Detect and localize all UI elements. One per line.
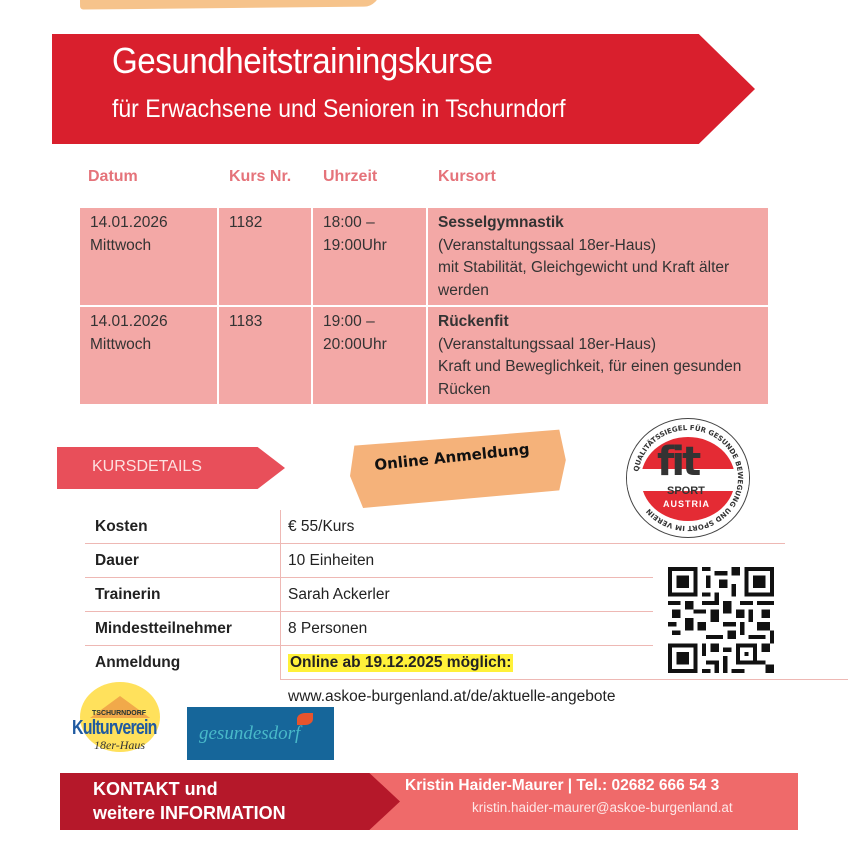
course-venue: (Veranstaltungssaal 18er-Haus) — [438, 335, 656, 353]
logo-text: gesundesdorf — [199, 723, 301, 744]
online-registration-label[interactable]: Online Anmeldung — [373, 439, 531, 475]
registration-highlight: Online ab 19.12.2025 möglich: — [290, 654, 512, 671]
column-header-course-no: Kurs Nr. — [229, 168, 292, 185]
detail-value — [280, 646, 513, 680]
weekday-text: Mittwoch — [90, 236, 152, 254]
time-end: 20:00Uhr — [323, 335, 387, 353]
column-header-location: Kursort — [438, 168, 496, 185]
cell-date — [80, 208, 217, 305]
detail-label: Kosten — [95, 518, 148, 535]
time-end: 19:00Uhr — [323, 236, 387, 254]
course-table — [80, 208, 768, 406]
detail-label: Anmeldung — [95, 654, 181, 671]
logo-sub-text: 18er-Haus — [94, 738, 146, 752]
course-name: Rückenfit — [438, 313, 509, 330]
cell-time — [313, 307, 426, 404]
time-start: 18:00 – — [323, 214, 375, 231]
date-text: 14.01.2026 — [90, 214, 168, 231]
detail-label: Trainerin — [95, 586, 161, 603]
logo-town-text: TSCHURNDORF — [92, 710, 147, 717]
column-header-time: Uhrzeit — [323, 168, 378, 185]
kulturverein-logo — [70, 682, 166, 754]
page-subtitle: für Erwachsene und Senioren in Tschurndorf — [112, 95, 566, 123]
contact-heading-line2: weitere INFORMATION — [93, 803, 286, 823]
course-description: mit Stabilität, Gleichgewicht und Kraft älter werden — [438, 259, 730, 299]
contact-heading-line1: KONTAKT und — [93, 779, 218, 799]
course-venue: (Veranstaltungssaal 18er-Haus) — [438, 236, 656, 254]
course-description: Kraft und Beweglichkeit, für einen gesunden Rücken — [438, 358, 742, 398]
detail-value: 8 Personen — [280, 612, 367, 646]
cell-date — [80, 307, 217, 404]
svg-text:QUALITÄTSSIEGEL FÜR GESUNDE BE: QUALITÄTSSIEGEL FÜR GESUNDE BEWEGUNG UND SPORT IM VEREIN — [632, 423, 745, 533]
table-row — [80, 208, 768, 305]
detail-label: Dauer — [95, 552, 139, 569]
detail-value: € 55/Kurs — [280, 510, 354, 544]
contact-email[interactable]: kristin.haider-maurer@askoe-burgenland.at — [472, 800, 733, 815]
gesundesdorf-logo — [187, 707, 334, 760]
cell-course-no: 1182 — [219, 208, 311, 305]
seal-fit-logo: fit — [657, 439, 699, 485]
decorative-paint-strip — [80, 0, 380, 10]
date-text: 14.01.2026 — [90, 313, 168, 330]
cell-location — [428, 208, 768, 305]
weekday-text: Mittwoch — [90, 335, 152, 353]
table-row — [80, 307, 768, 404]
time-start: 19:00 – — [323, 313, 375, 330]
page-title: Gesundheitstrainingskurse — [112, 40, 493, 81]
contact-name-phone: Kristin Haider-Maurer | Tel.: 02682 666 54 3 — [405, 777, 720, 794]
column-header-date: Datum — [88, 168, 138, 185]
cell-course-no: 1183 — [219, 307, 311, 404]
detail-value: 10 Einheiten — [280, 544, 374, 578]
seal-sport-text: SPORT — [667, 485, 705, 497]
cell-location — [428, 307, 768, 404]
contact-heading — [93, 777, 286, 825]
logo-main-text: Kulturverein — [72, 717, 157, 739]
registration-url[interactable]: www.askoe-burgenland.at/de/aktuelle-angebote — [288, 688, 616, 705]
kursdetails-heading: KURSDETAILS — [92, 458, 202, 475]
cell-time — [313, 208, 426, 305]
course-name: Sesselgymnastik — [438, 214, 564, 231]
detail-value: Sarah Ackerler — [280, 578, 390, 612]
detail-label: Mindestteilnehmer — [95, 620, 232, 637]
detail-row-cost — [85, 510, 785, 544]
qr-code-icon[interactable] — [668, 567, 774, 673]
seal-austria-text: AUSTRIA — [663, 499, 710, 509]
